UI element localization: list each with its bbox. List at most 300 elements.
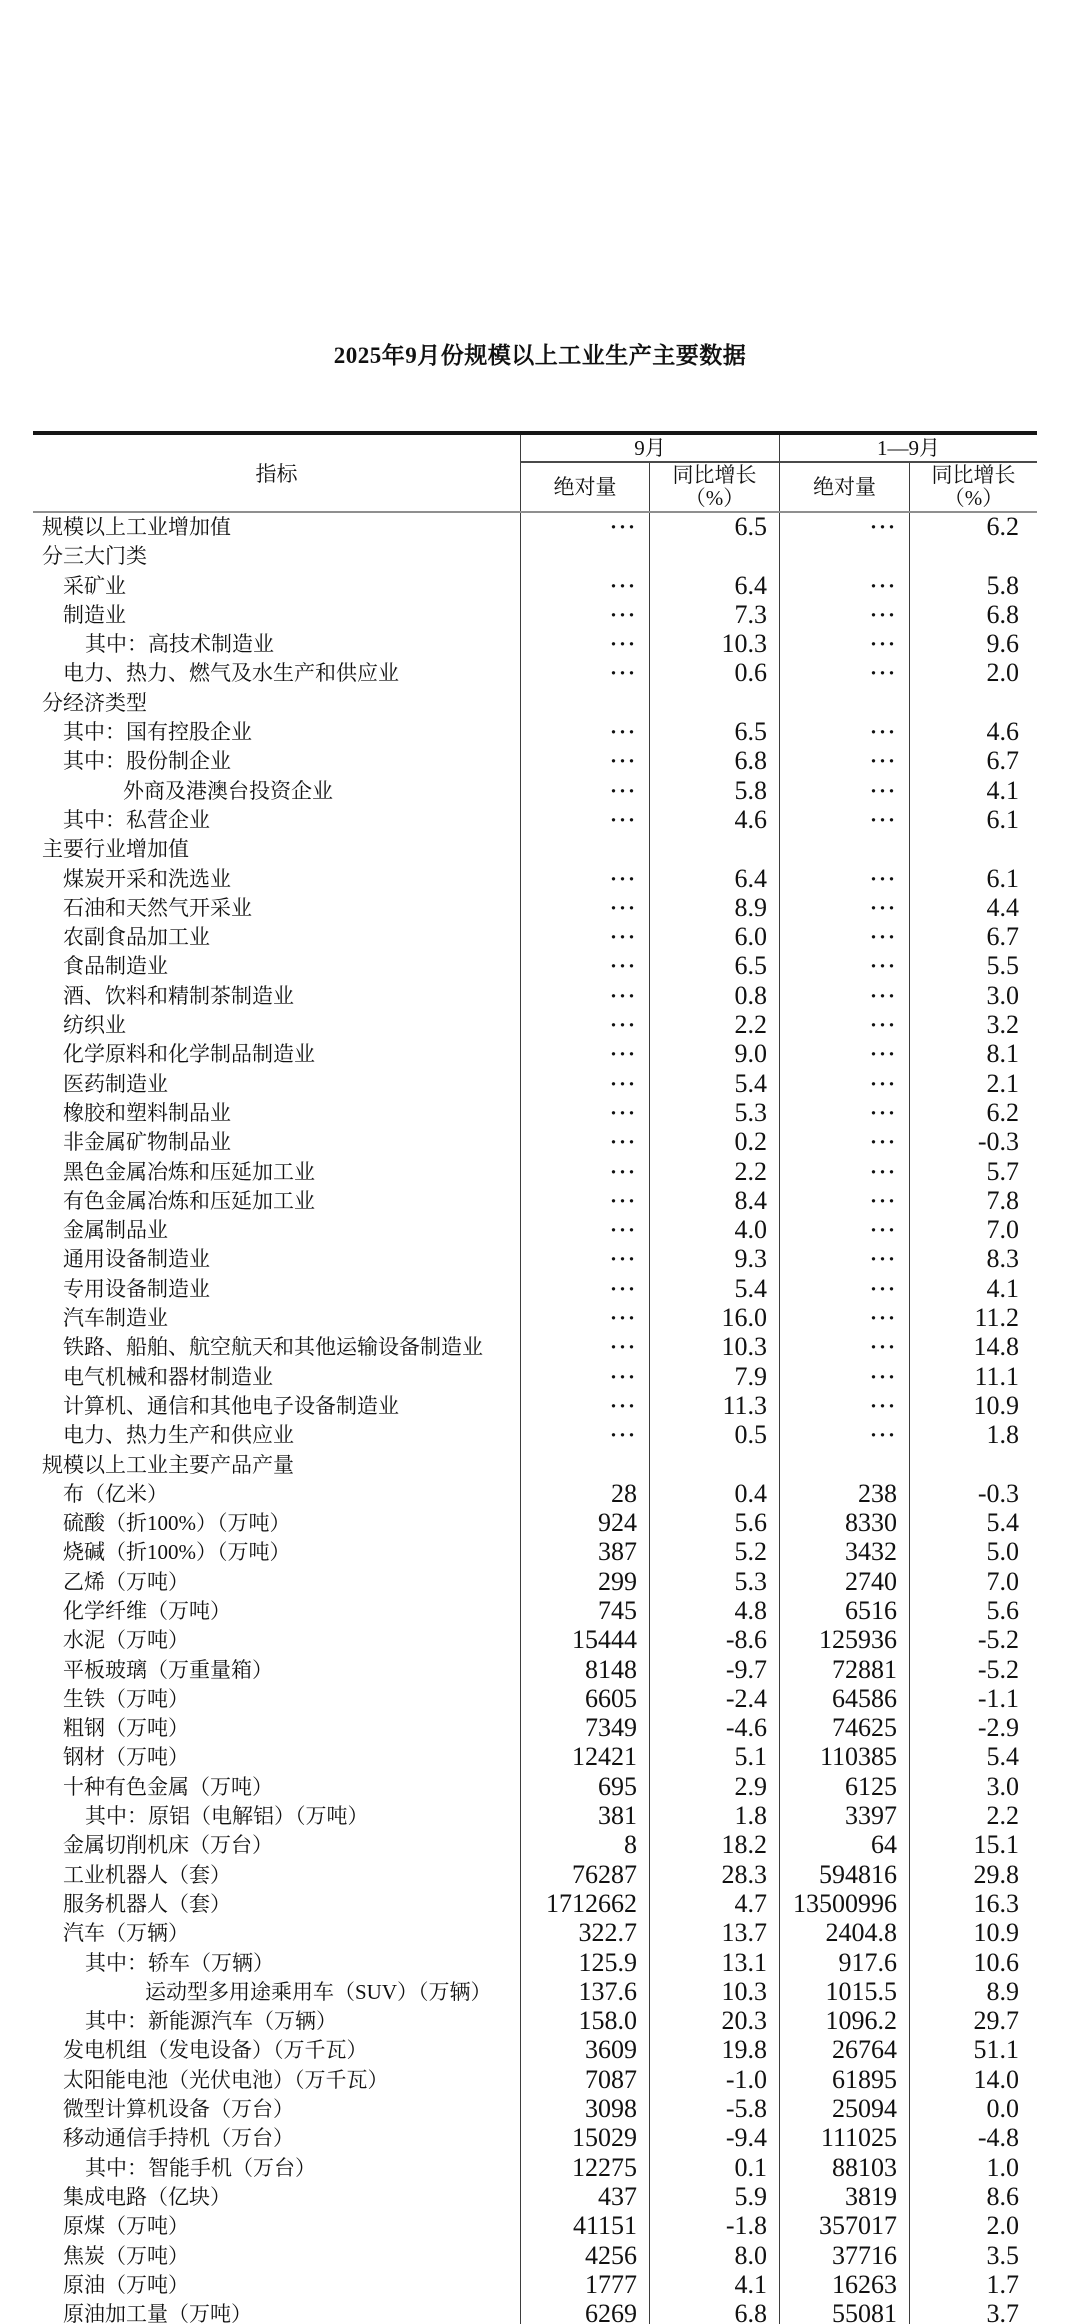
month-absolute-value: 387 bbox=[520, 1538, 649, 1567]
cumulative-absolute-value: 125936 bbox=[779, 1626, 909, 1655]
header-month-yoy bbox=[649, 463, 779, 511]
month-yoy-value: 4.7 bbox=[649, 1890, 779, 1919]
month-absolute-value: 3098 bbox=[520, 2095, 649, 2124]
cumulative-yoy-value: 4.1 bbox=[909, 777, 1037, 806]
month-yoy-value bbox=[649, 1451, 779, 1480]
cumulative-absolute-value: 74625 bbox=[779, 1714, 909, 1743]
cumulative-absolute-value: ··· bbox=[779, 747, 909, 776]
month-yoy-value: 8.0 bbox=[649, 2242, 779, 2271]
indicator-label: 微型计算机设备（万台） bbox=[63, 2097, 294, 2122]
table-row bbox=[33, 2007, 1037, 2036]
month-absolute-value bbox=[520, 1451, 649, 1480]
cumulative-yoy-value: 10.6 bbox=[909, 1949, 1037, 1978]
cumulative-absolute-value: 111025 bbox=[779, 2124, 909, 2153]
indicator-label: 医药制造业 bbox=[63, 1071, 168, 1096]
cumulative-yoy-value: -1.1 bbox=[909, 1685, 1037, 1714]
indicator-label: 集成电路（亿块） bbox=[63, 2184, 231, 2209]
indicator-label: 其中：股份制企业 bbox=[63, 749, 231, 774]
cumulative-yoy-value: 8.1 bbox=[909, 1040, 1037, 1069]
cumulative-yoy-value: 11.1 bbox=[909, 1363, 1037, 1392]
indicator-label: 通用设备制造业 bbox=[63, 1247, 210, 1272]
cumulative-absolute-value: 64 bbox=[779, 1831, 909, 1860]
month-absolute-value: ··· bbox=[520, 952, 649, 981]
indicator-label: 非金属矿物制品业 bbox=[63, 1130, 231, 1155]
indicator-label: 规模以上工业主要产品产量 bbox=[42, 1452, 294, 1477]
month-absolute-value: 8 bbox=[520, 1831, 649, 1860]
month-yoy-value: 0.2 bbox=[649, 1128, 779, 1157]
cumulative-yoy-value: 8.9 bbox=[909, 1978, 1037, 2007]
cumulative-absolute-value: ··· bbox=[779, 1158, 909, 1187]
cumulative-absolute-value: 13500996 bbox=[779, 1890, 909, 1919]
month-yoy-value: 8.4 bbox=[649, 1187, 779, 1216]
cumulative-absolute-value: 1096.2 bbox=[779, 2007, 909, 2036]
month-yoy-value: 10.3 bbox=[649, 1333, 779, 1362]
indicator-label: 其中：轿车（万辆） bbox=[85, 1950, 274, 1975]
month-yoy-value: 6.5 bbox=[649, 952, 779, 981]
header-indicator: 指标 bbox=[255, 462, 298, 486]
cumulative-absolute-value: ··· bbox=[779, 1011, 909, 1040]
cumulative-absolute-value: ··· bbox=[779, 923, 909, 952]
cumulative-absolute-value: ··· bbox=[779, 601, 909, 630]
cumulative-absolute-value: ··· bbox=[779, 572, 909, 601]
section-row bbox=[33, 542, 1037, 571]
month-absolute-value: ··· bbox=[520, 1216, 649, 1245]
table-row bbox=[33, 1949, 1037, 1978]
cumulative-absolute-value: ··· bbox=[779, 1040, 909, 1069]
month-yoy-value: -1.8 bbox=[649, 2212, 779, 2241]
cumulative-yoy-value: 15.1 bbox=[909, 1831, 1037, 1860]
month-absolute-value: ··· bbox=[520, 1187, 649, 1216]
cumulative-absolute-value: 6125 bbox=[779, 1773, 909, 1802]
indicator-label: 移动通信手持机（万台） bbox=[63, 2126, 294, 2151]
month-absolute-value: ··· bbox=[520, 1158, 649, 1187]
month-absolute-value bbox=[520, 542, 649, 571]
indicator-label: 布（亿米） bbox=[63, 1481, 168, 1506]
table-row bbox=[33, 1363, 1037, 1392]
table-row bbox=[33, 865, 1037, 894]
cumulative-yoy-value: 5.6 bbox=[909, 1597, 1037, 1626]
indicator-label: 汽车（万辆） bbox=[63, 1921, 189, 1946]
table-row bbox=[33, 1802, 1037, 1831]
month-yoy-value: -5.8 bbox=[649, 2095, 779, 2124]
cumulative-absolute-value: 238 bbox=[779, 1480, 909, 1509]
cumulative-absolute-value: 594816 bbox=[779, 1861, 909, 1890]
table-row bbox=[33, 513, 1037, 542]
cumulative-absolute-value bbox=[779, 689, 909, 718]
table-row bbox=[33, 1040, 1037, 1069]
month-absolute-value: 437 bbox=[520, 2183, 649, 2212]
cumulative-yoy-value: 6.1 bbox=[909, 806, 1037, 835]
month-absolute-value: ··· bbox=[520, 865, 649, 894]
cumulative-absolute-value: ··· bbox=[779, 1392, 909, 1421]
month-absolute-value: 28 bbox=[520, 1480, 649, 1509]
table-row bbox=[33, 747, 1037, 776]
table-body bbox=[33, 513, 1037, 2324]
indicator-label: 十种有色金属（万吨） bbox=[63, 1774, 273, 1799]
month-yoy-value: 5.3 bbox=[649, 1568, 779, 1597]
cumulative-absolute-value: ··· bbox=[779, 1070, 909, 1099]
header-yoy-line2: （%） bbox=[943, 486, 1004, 510]
cumulative-absolute-value: ··· bbox=[779, 865, 909, 894]
month-yoy-value: 0.8 bbox=[649, 982, 779, 1011]
cumulative-yoy-value: 4.1 bbox=[909, 1275, 1037, 1304]
month-absolute-value: ··· bbox=[520, 1128, 649, 1157]
indicator-label: 铁路、船舶、航空航天和其他运输设备制造业 bbox=[63, 1335, 483, 1360]
table-row bbox=[33, 1890, 1037, 1919]
cumulative-absolute-value bbox=[779, 1451, 909, 1480]
cumulative-absolute-value: ··· bbox=[779, 1099, 909, 1128]
cumulative-yoy-value: 29.8 bbox=[909, 1861, 1037, 1890]
table-row bbox=[33, 1245, 1037, 1274]
month-absolute-value: ··· bbox=[520, 1275, 649, 1304]
cumulative-yoy-value: 3.0 bbox=[909, 982, 1037, 1011]
cumulative-yoy-value: 6.1 bbox=[909, 865, 1037, 894]
month-yoy-value: 10.3 bbox=[649, 630, 779, 659]
table-row bbox=[33, 1743, 1037, 1772]
table-row bbox=[33, 1626, 1037, 1655]
table-row bbox=[33, 1070, 1037, 1099]
month-yoy-value bbox=[649, 835, 779, 864]
cumulative-absolute-value: ··· bbox=[779, 659, 909, 688]
cumulative-yoy-value: 4.4 bbox=[909, 894, 1037, 923]
month-yoy-value: -9.7 bbox=[649, 1656, 779, 1685]
cumulative-absolute-value: ··· bbox=[779, 952, 909, 981]
indicator-label: 其中：新能源汽车（万辆） bbox=[85, 2009, 337, 2034]
cumulative-yoy-value: 5.5 bbox=[909, 952, 1037, 981]
indicator-label: 太阳能电池（光伏电池）（万千瓦） bbox=[63, 2067, 389, 2092]
cumulative-yoy-value: 1.7 bbox=[909, 2271, 1037, 2300]
month-absolute-value: ··· bbox=[520, 1070, 649, 1099]
month-yoy-value: 2.9 bbox=[649, 1773, 779, 1802]
cumulative-yoy-value: -5.2 bbox=[909, 1626, 1037, 1655]
indicator-label: 纺织业 bbox=[63, 1013, 126, 1038]
cumulative-yoy-value: 7.8 bbox=[909, 1187, 1037, 1216]
month-yoy-value: 7.3 bbox=[649, 601, 779, 630]
month-yoy-value: 13.7 bbox=[649, 1919, 779, 1948]
indicator-label: 平板玻璃（万重量箱） bbox=[63, 1657, 273, 1682]
indicator-label: 烧碱（折100%）（万吨） bbox=[63, 1540, 291, 1565]
cumulative-absolute-value: ··· bbox=[779, 1421, 909, 1450]
month-yoy-value: 5.1 bbox=[649, 1743, 779, 1772]
cumulative-yoy-value: 0.0 bbox=[909, 2095, 1037, 2124]
month-absolute-value: 299 bbox=[520, 1568, 649, 1597]
indicator-label: 金属切削机床（万台） bbox=[63, 1833, 273, 1858]
month-absolute-value: ··· bbox=[520, 630, 649, 659]
month-yoy-value: 18.2 bbox=[649, 1831, 779, 1860]
month-yoy-value: 6.5 bbox=[649, 718, 779, 747]
month-yoy-value: -2.4 bbox=[649, 1685, 779, 1714]
month-yoy-value bbox=[649, 542, 779, 571]
month-yoy-value: 0.4 bbox=[649, 1480, 779, 1509]
table-row bbox=[33, 1773, 1037, 1802]
cumulative-yoy-value: 6.2 bbox=[909, 513, 1037, 542]
month-absolute-value: ··· bbox=[520, 747, 649, 776]
month-absolute-value: 8148 bbox=[520, 1656, 649, 1685]
month-yoy-value: 4.6 bbox=[649, 806, 779, 835]
month-absolute-value: ··· bbox=[520, 1304, 649, 1333]
cumulative-absolute-value: 26764 bbox=[779, 2036, 909, 2065]
table-row bbox=[33, 2036, 1037, 2065]
indicator-label: 乙烯（万吨） bbox=[63, 1569, 189, 1594]
cumulative-absolute-value: 25094 bbox=[779, 2095, 909, 2124]
header-yoy-line1: 同比增长 bbox=[672, 463, 757, 487]
cumulative-yoy-value: -4.8 bbox=[909, 2124, 1037, 2153]
cumulative-yoy-value: 9.6 bbox=[909, 630, 1037, 659]
table-row bbox=[33, 894, 1037, 923]
table-row bbox=[33, 2154, 1037, 2183]
table-row bbox=[33, 1480, 1037, 1509]
table-row bbox=[33, 1128, 1037, 1157]
month-yoy-value: 6.4 bbox=[649, 572, 779, 601]
cumulative-yoy-value: 6.7 bbox=[909, 923, 1037, 952]
month-yoy-value: 6.4 bbox=[649, 865, 779, 894]
month-yoy-value: 13.1 bbox=[649, 1949, 779, 1978]
cumulative-absolute-value: 357017 bbox=[779, 2212, 909, 2241]
cumulative-yoy-value: 1.0 bbox=[909, 2154, 1037, 2183]
indicator-label: 专用设备制造业 bbox=[63, 1276, 210, 1301]
cumulative-absolute-value: 3819 bbox=[779, 2183, 909, 2212]
indicator-label: 粗钢（万吨） bbox=[63, 1716, 189, 1741]
header-group-jan-to-sep: 1—9月 bbox=[779, 435, 1037, 463]
month-absolute-value: 41151 bbox=[520, 2212, 649, 2241]
cumulative-absolute-value: 2740 bbox=[779, 1568, 909, 1597]
month-absolute-value: ··· bbox=[520, 1245, 649, 1274]
table-row bbox=[33, 718, 1037, 747]
month-absolute-value: 76287 bbox=[520, 1861, 649, 1890]
table-row bbox=[33, 1568, 1037, 1597]
cumulative-yoy-value: -0.3 bbox=[909, 1480, 1037, 1509]
month-yoy-value: 6.0 bbox=[649, 923, 779, 952]
month-yoy-value: 4.8 bbox=[649, 1597, 779, 1626]
cumulative-absolute-value: ··· bbox=[779, 1216, 909, 1245]
month-yoy-value: 11.3 bbox=[649, 1392, 779, 1421]
month-yoy-value: 4.0 bbox=[649, 1216, 779, 1245]
cumulative-yoy-value: 4.6 bbox=[909, 718, 1037, 747]
indicator-label: 硫酸（折100%）（万吨） bbox=[63, 1511, 291, 1536]
indicator-label: 主要行业增加值 bbox=[42, 837, 189, 862]
indicator-label: 电力、热力、燃气及水生产和供应业 bbox=[63, 661, 399, 686]
indicator-label: 分三大门类 bbox=[42, 544, 147, 569]
cumulative-absolute-value: 16263 bbox=[779, 2271, 909, 2300]
month-yoy-value: 5.8 bbox=[649, 777, 779, 806]
indicator-label: 外商及港澳台投资企业 bbox=[123, 778, 333, 803]
month-yoy-value: 2.2 bbox=[649, 1158, 779, 1187]
cumulative-yoy-value: 6.7 bbox=[909, 747, 1037, 776]
header-yoy-line1: 同比增长 bbox=[931, 463, 1016, 487]
indicator-label: 生铁（万吨） bbox=[63, 1686, 189, 1711]
month-absolute-value: ··· bbox=[520, 1011, 649, 1040]
month-yoy-value: 9.0 bbox=[649, 1040, 779, 1069]
page-title: 2025年9月份规模以上工业生产主要数据 bbox=[333, 343, 747, 368]
cumulative-yoy-value: -5.2 bbox=[909, 1656, 1037, 1685]
cumulative-absolute-value: ··· bbox=[779, 806, 909, 835]
cumulative-absolute-value: 72881 bbox=[779, 1656, 909, 1685]
cumulative-absolute-value: ··· bbox=[779, 1245, 909, 1274]
indicator-label: 黑色金属冶炼和压延加工业 bbox=[63, 1159, 315, 1184]
cumulative-yoy-value: 5.7 bbox=[909, 1158, 1037, 1187]
cumulative-absolute-value: 2404.8 bbox=[779, 1919, 909, 1948]
month-absolute-value: 6269 bbox=[520, 2300, 649, 2324]
cumulative-yoy-value: 51.1 bbox=[909, 2036, 1037, 2065]
cumulative-yoy-value: 2.2 bbox=[909, 1802, 1037, 1831]
table-row bbox=[33, 806, 1037, 835]
month-absolute-value: ··· bbox=[520, 718, 649, 747]
cumulative-absolute-value: 88103 bbox=[779, 2154, 909, 2183]
indicator-label: 服务机器人（套） bbox=[63, 1891, 231, 1916]
month-yoy-value: 6.8 bbox=[649, 2300, 779, 2324]
indicator-label: 有色金属冶炼和压延加工业 bbox=[63, 1188, 315, 1213]
cumulative-yoy-value: 3.7 bbox=[909, 2300, 1037, 2324]
cumulative-absolute-value: 1015.5 bbox=[779, 1978, 909, 2007]
cumulative-yoy-value: 14.8 bbox=[909, 1333, 1037, 1362]
cumulative-yoy-value: 1.8 bbox=[909, 1421, 1037, 1450]
cumulative-absolute-value: ··· bbox=[779, 982, 909, 1011]
table-row bbox=[33, 982, 1037, 1011]
indicator-label: 其中：高技术制造业 bbox=[85, 632, 274, 657]
cumulative-absolute-value: 55081 bbox=[779, 2300, 909, 2324]
table-row bbox=[33, 659, 1037, 688]
month-yoy-value: 5.2 bbox=[649, 1538, 779, 1567]
table-row bbox=[33, 1861, 1037, 1890]
cumulative-absolute-value: ··· bbox=[779, 1363, 909, 1392]
month-yoy-value bbox=[649, 689, 779, 718]
cumulative-yoy-value: 6.2 bbox=[909, 1099, 1037, 1128]
cumulative-yoy-value: 7.0 bbox=[909, 1216, 1037, 1245]
month-absolute-value: 3609 bbox=[520, 2036, 649, 2065]
indicator-label: 其中：国有控股企业 bbox=[63, 720, 252, 745]
month-yoy-value: 0.5 bbox=[649, 1421, 779, 1450]
indicator-label: 化学原料和化学制品制造业 bbox=[63, 1042, 315, 1067]
cumulative-yoy-value: 8.3 bbox=[909, 1245, 1037, 1274]
header-month-absolute bbox=[520, 463, 649, 511]
table-row bbox=[33, 1978, 1037, 2007]
indicator-label: 原煤（万吨） bbox=[63, 2214, 189, 2239]
month-absolute-value: 6605 bbox=[520, 1685, 649, 1714]
month-absolute-value: 322.7 bbox=[520, 1919, 649, 1948]
cumulative-absolute-value: ··· bbox=[779, 1128, 909, 1157]
section-row bbox=[33, 1451, 1037, 1480]
month-yoy-value: 9.3 bbox=[649, 1245, 779, 1274]
indicator-label: 原油加工量（万吨） bbox=[63, 2302, 252, 2324]
indicator-label: 金属制品业 bbox=[63, 1218, 168, 1243]
table-row bbox=[33, 2095, 1037, 2124]
table-row bbox=[33, 1333, 1037, 1362]
cumulative-absolute-value: 64586 bbox=[779, 1685, 909, 1714]
cumulative-absolute-value: 8330 bbox=[779, 1509, 909, 1538]
month-yoy-value: 16.0 bbox=[649, 1304, 779, 1333]
month-absolute-value: 1712662 bbox=[520, 1890, 649, 1919]
table-row bbox=[33, 2212, 1037, 2241]
month-yoy-value: 10.3 bbox=[649, 1978, 779, 2007]
month-yoy-value: 8.9 bbox=[649, 894, 779, 923]
cumulative-absolute-value: ··· bbox=[779, 1275, 909, 1304]
indicator-label: 食品制造业 bbox=[63, 954, 168, 979]
table-row bbox=[33, 601, 1037, 630]
month-absolute-value: 381 bbox=[520, 1802, 649, 1831]
cumulative-yoy-value: -2.9 bbox=[909, 1714, 1037, 1743]
header-absolute-label: 绝对量 bbox=[813, 474, 876, 499]
month-yoy-value: 5.4 bbox=[649, 1070, 779, 1099]
indicator-label: 计算机、通信和其他电子设备制造业 bbox=[63, 1393, 399, 1418]
table-row bbox=[33, 1831, 1037, 1860]
table-row bbox=[33, 2066, 1037, 2095]
cumulative-absolute-value: 3432 bbox=[779, 1538, 909, 1567]
table-row bbox=[33, 630, 1037, 659]
month-absolute-value: ··· bbox=[520, 894, 649, 923]
month-yoy-value: -9.4 bbox=[649, 2124, 779, 2153]
month-absolute-value: 745 bbox=[520, 1597, 649, 1626]
table-row bbox=[33, 1099, 1037, 1128]
month-absolute-value: ··· bbox=[520, 1040, 649, 1069]
indicator-label: 其中：原铝（电解铝）（万吨） bbox=[85, 1804, 369, 1829]
month-absolute-value: ··· bbox=[520, 1099, 649, 1128]
table-row bbox=[33, 1656, 1037, 1685]
indicator-label: 橡胶和塑料制品业 bbox=[63, 1100, 231, 1125]
month-absolute-value: ··· bbox=[520, 601, 649, 630]
table-row bbox=[33, 1216, 1037, 1245]
indicator-label: 化学纤维（万吨） bbox=[63, 1598, 231, 1623]
header-absolute-label: 绝对量 bbox=[553, 474, 617, 499]
indicator-label: 制造业 bbox=[63, 602, 126, 627]
month-yoy-value: 7.9 bbox=[649, 1363, 779, 1392]
cumulative-yoy-value: 5.4 bbox=[909, 1743, 1037, 1772]
month-absolute-value: ··· bbox=[520, 659, 649, 688]
month-absolute-value: 7087 bbox=[520, 2066, 649, 2095]
cumulative-yoy-value: 11.2 bbox=[909, 1304, 1037, 1333]
month-yoy-value: 0.1 bbox=[649, 2154, 779, 2183]
month-yoy-value: -1.0 bbox=[649, 2066, 779, 2095]
cumulative-absolute-value: 61895 bbox=[779, 2066, 909, 2095]
cumulative-yoy-value: 2.0 bbox=[909, 2212, 1037, 2241]
month-yoy-value: 5.9 bbox=[649, 2183, 779, 2212]
cumulative-absolute-value: ··· bbox=[779, 513, 909, 542]
table-row bbox=[33, 1275, 1037, 1304]
month-absolute-value: 125.9 bbox=[520, 1949, 649, 1978]
indicator-label: 石油和天然气开采业 bbox=[63, 895, 252, 920]
month-absolute-value: ··· bbox=[520, 572, 649, 601]
table-row bbox=[33, 1187, 1037, 1216]
industrial-production-table bbox=[33, 431, 1037, 2324]
month-absolute-value bbox=[520, 689, 649, 718]
cumulative-absolute-value bbox=[779, 542, 909, 571]
cumulative-yoy-value: 3.2 bbox=[909, 1011, 1037, 1040]
month-absolute-value: 7349 bbox=[520, 1714, 649, 1743]
cumulative-yoy-value: -0.3 bbox=[909, 1128, 1037, 1157]
indicator-label: 煤炭开采和洗选业 bbox=[63, 866, 231, 891]
cumulative-yoy-value: 2.0 bbox=[909, 659, 1037, 688]
month-absolute-value: ··· bbox=[520, 777, 649, 806]
cumulative-absolute-value bbox=[779, 835, 909, 864]
cumulative-yoy-value: 5.8 bbox=[909, 572, 1037, 601]
month-absolute-value: 4256 bbox=[520, 2242, 649, 2271]
indicator-label: 分经济类型 bbox=[42, 690, 147, 715]
header-yoy-line2: （%） bbox=[684, 486, 745, 510]
cumulative-yoy-value: 3.5 bbox=[909, 2242, 1037, 2271]
table-row bbox=[33, 1421, 1037, 1450]
month-absolute-value: 12275 bbox=[520, 2154, 649, 2183]
month-yoy-value: 1.8 bbox=[649, 1802, 779, 1831]
table-row bbox=[33, 2124, 1037, 2153]
month-absolute-value: 12421 bbox=[520, 1743, 649, 1772]
indicator-label: 原油（万吨） bbox=[63, 2272, 189, 2297]
cumulative-yoy-value: 16.3 bbox=[909, 1890, 1037, 1919]
table-row bbox=[33, 2242, 1037, 2271]
table-row bbox=[33, 1392, 1037, 1421]
month-absolute-value: ··· bbox=[520, 1363, 649, 1392]
cumulative-yoy-value: 7.0 bbox=[909, 1568, 1037, 1597]
month-absolute-value: 695 bbox=[520, 1773, 649, 1802]
table-row bbox=[33, 1158, 1037, 1187]
